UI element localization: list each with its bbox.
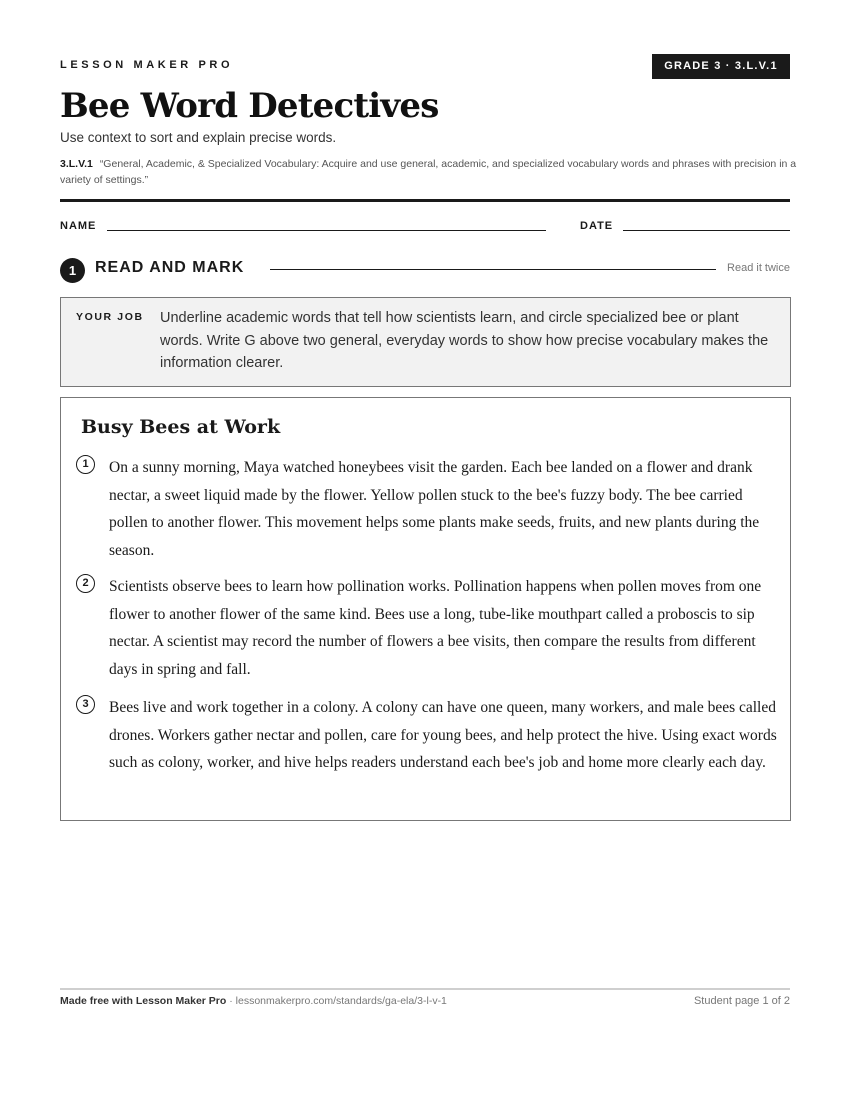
worksheet-title: Bee Word Detectives — [60, 86, 439, 126]
page-indicator: Student page 1 of 2 — [693, 995, 790, 1007]
section-note: Read it twice — [727, 262, 790, 274]
paragraph-text: Bees live and work together in a colony. A colony can have one queen, many workers, and male bees called drones. Workers gather nectar and pollen, care for young bees, and help protect the hive. Using exact words such as colony, worker, and hive helps readers understand each bee's job and home more clearly each day. — [109, 699, 777, 771]
standard-code: 3.L.V.1 — [60, 158, 93, 170]
instructions-box — [60, 297, 791, 387]
footer-made-with: Made free with Lesson Maker Pro — [60, 995, 227, 1007]
instructions-label: YOUR JOB — [76, 311, 144, 323]
name-write-line[interactable] — [107, 230, 546, 231]
footer-url[interactable]: · lessonmakerpro.com/standards/ga-ela/3-l-v-1 — [226, 995, 447, 1007]
date-write-line[interactable] — [623, 230, 790, 231]
name-label: NAME — [60, 220, 97, 232]
footer-credit — [60, 995, 447, 1007]
instructions-text: Underline academic words that tell how scientists learn, and circle specialized bee or plant words. Write G above two general, everyday words to show how precise vocabulary makes the information clearer. — [160, 310, 769, 371]
brand-label: LESSON MAKER PRO — [60, 59, 234, 71]
section-number-badge: 1 — [60, 258, 85, 283]
paragraph-text: On a sunny morning, Maya watched honeybees visit the garden. Each bee landed on a flower and drank nectar, a sweet liquid made by the flower. Yellow pollen stuck to the bee's fuzzy body. The bee carried pollen to another flower. This movement helps some plants make seeds, fruits, and new plants during the season. — [109, 459, 760, 559]
paragraph-number-badge: 2 — [76, 574, 95, 593]
reading-passage — [60, 397, 791, 821]
section-divider — [270, 269, 716, 270]
passage-title: Busy Bees at Work — [81, 416, 281, 438]
standard-description — [60, 156, 800, 188]
paragraph-text: Scientists observe bees to learn how pollination works. Pollination happens when pollen moves from one flower to another flower of the same kind. Bees use a long, tube-like mouthpart called a proboscis to sip nectar. A scientist may record the number of flowers a bee visits, then compare the results from different days in spring and fall. — [109, 578, 762, 678]
standard-text: “General, Academic, & Specialized Vocabulary: Acquire and use general, academic, and specialized vocabulary words and phrases with precision in a variety of settings.” — [60, 158, 797, 186]
section-title: READ AND MARK — [95, 259, 245, 276]
header-divider — [60, 199, 790, 202]
worksheet-subtitle: Use context to sort and explain precise words. — [60, 130, 337, 145]
paragraph-number-badge: 3 — [76, 695, 95, 714]
date-label: DATE — [580, 220, 614, 232]
grade-badge: GRADE 3 · 3.L.V.1 — [652, 54, 790, 79]
footer-divider — [60, 988, 790, 990]
paragraph-number-badge: 1 — [76, 455, 95, 474]
